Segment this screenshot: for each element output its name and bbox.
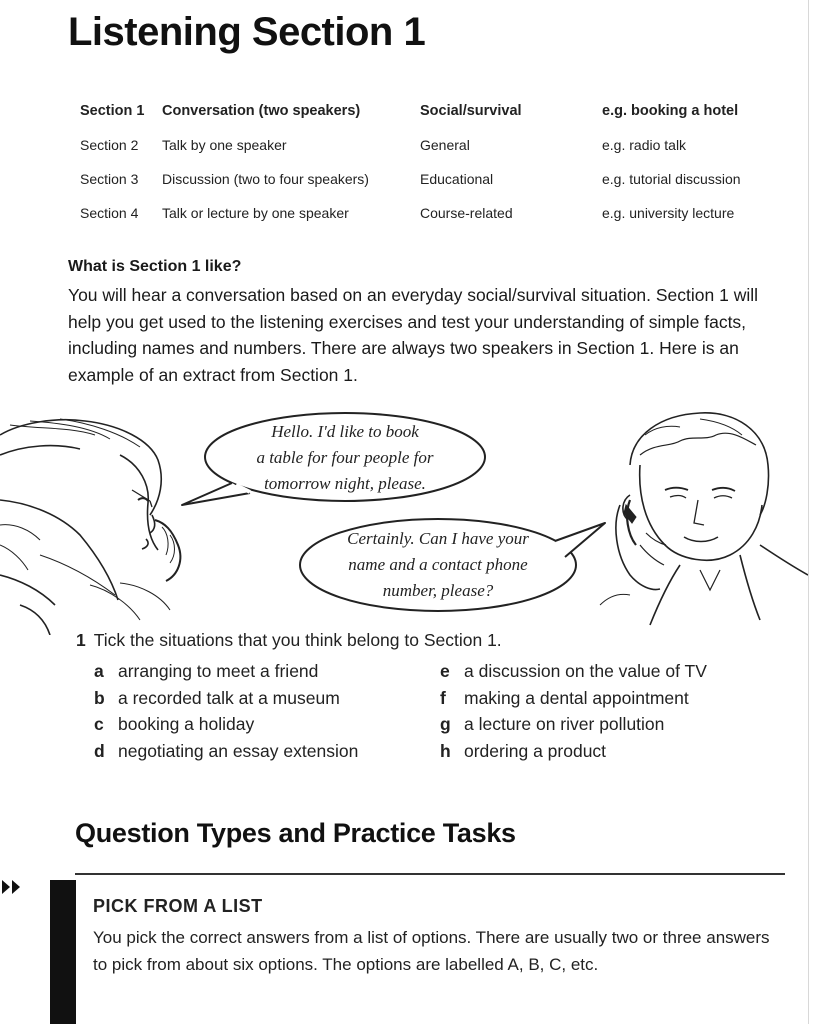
man-phone-illustration [600,413,808,625]
question-types-heading: Question Types and Practice Tasks [75,818,516,848]
divider [75,873,785,875]
table-cell: Course-related [420,205,513,221]
table-cell: Section 1 [80,103,145,119]
option-text: ordering a product [464,740,607,761]
option-letter: c [94,714,104,734]
table-row [74,196,747,230]
option-letter: d [94,740,105,761]
option-letter: h [440,740,451,761]
option-letter: f [440,687,446,708]
option-text: a recorded talk at a museum [118,687,340,708]
table-cell: Conversation (two speakers) [162,103,361,119]
list-item [440,738,707,765]
list-item [94,658,358,685]
table-cell: e.g. university lecture [602,205,735,221]
list-item [94,685,358,712]
option-letter: b [94,687,105,708]
table-cell: Section 3 [80,171,139,187]
man-bubble-text [312,526,564,604]
option-text: making a dental appointment [464,687,689,708]
table-cell: e.g. tutorial discussion [602,171,741,187]
phone-conversation-illustration [0,405,808,635]
table-cell: Discussion (two to four speakers) [162,171,369,187]
options-left-column [94,658,358,764]
option-text: arranging to meet a friend [118,661,319,681]
section-description: You will hear a conversation based on an everyday social/survival situation. Section 1 will help you get used to the listening exercises and test your understanding of simple facts, including names and numbers. There are always two speakers in Section 1. Here is an example of an extract from Section 1. [68,285,759,385]
task-number: 1 [76,630,86,650]
list-item [94,738,358,765]
option-text: negotiating an essay extension [118,740,359,761]
option-text: booking a holiday [118,714,255,734]
sections-table [74,94,747,230]
option-text: a discussion on the value of TV [464,661,707,681]
table-cell: e.g. booking a hotel [602,103,739,119]
table-cell: Educational [420,171,494,187]
list-item [94,711,358,738]
bubble-line: name and a contact phone [348,555,528,574]
option-text: a lecture on river pollution [464,714,665,734]
task-prompt [76,630,502,651]
double-arrow-right-icon [0,880,40,894]
table-cell: Social/survival [420,103,522,119]
pick-from-list-heading: PICK FROM A LIST [93,896,263,916]
option-letter: g [440,714,451,734]
table-cell: Talk by one speaker [162,137,287,153]
table-cell: e.g. radio talk [602,137,687,153]
table-cell: Section 2 [80,137,139,153]
options-right-column [440,658,707,764]
woman-phone-illustration [0,419,180,635]
list-item [440,658,707,685]
woman-bubble-text [222,419,468,497]
bubble-line: Hello. I'd like to book [271,422,419,441]
table-row [74,94,747,128]
bubble-line: a table for four people for [256,448,434,467]
list-item [440,711,707,738]
section-question-heading: What is Section 1 like? [68,258,242,275]
table-cell: Section 4 [80,205,139,221]
box-side-bar [50,880,76,1024]
pick-from-list-text: You pick the correct answers from a list of options. There are usually two or three answers to pick from about six options. The options are labelled A, B, C, etc. [93,928,770,974]
task-prompt-text: Tick the situations that you think belong to Section 1. [93,630,502,650]
table-cell: Talk or lecture by one speaker [162,205,349,221]
option-letter: e [440,661,450,681]
option-letter: a [94,661,104,681]
page-edge [808,0,809,1024]
bubble-line: Certainly. Can I have your [347,529,529,548]
list-item [440,685,707,712]
table-cell: General [420,137,470,153]
bubble-line: number, please? [382,581,494,600]
table-row [74,128,747,162]
bubble-line: tomorrow night, please. [264,474,426,493]
page-title: Listening Section 1 [68,10,426,54]
table-row [74,162,747,196]
